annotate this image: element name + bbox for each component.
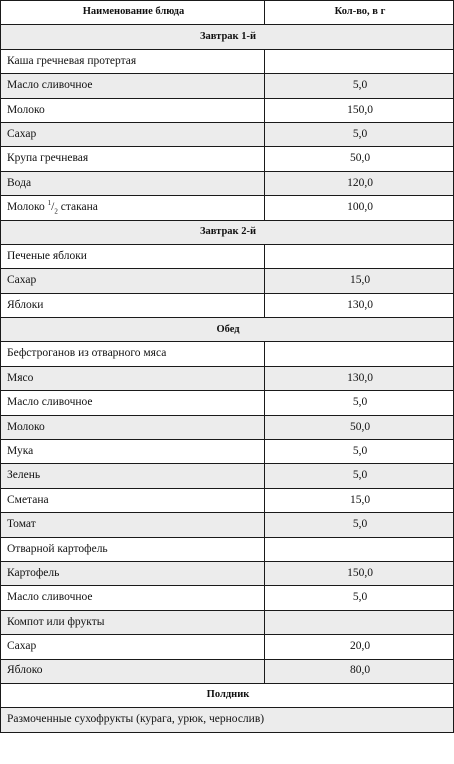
quantity-cell: 50,0 bbox=[265, 415, 454, 439]
ingredient-row bbox=[1, 391, 454, 415]
ingredient-row bbox=[1, 147, 454, 171]
section-title: Завтрак 2-й bbox=[1, 220, 454, 244]
dish-name: Яблоко bbox=[1, 659, 265, 683]
dish-name: Яблоки bbox=[1, 293, 265, 317]
section-title: Завтрак 1-й bbox=[1, 25, 454, 49]
dish-row bbox=[1, 659, 454, 683]
quantity-cell: 50,0 bbox=[265, 147, 454, 171]
ingredient-row bbox=[1, 513, 454, 537]
dish-name: Размоченные сухофрукты (курага, урюк, чернослив) bbox=[1, 708, 454, 732]
ingredient-name-prefix: Молоко bbox=[7, 201, 48, 214]
ingredient-name: Мука bbox=[1, 440, 265, 464]
ingredient-name: Молоко bbox=[1, 98, 265, 122]
fraction-slash: / bbox=[51, 201, 55, 214]
ingredient-name: Крупа гречневая bbox=[1, 147, 265, 171]
quantity-cell: 100,0 bbox=[265, 196, 454, 220]
ingredient-row bbox=[1, 415, 454, 439]
quantity-cell: 80,0 bbox=[265, 659, 454, 683]
ingredient-row bbox=[1, 98, 454, 122]
quantity-cell: 5,0 bbox=[265, 513, 454, 537]
dish-row bbox=[1, 342, 454, 366]
dish-name: Отварной картофель bbox=[1, 537, 265, 561]
section-row bbox=[1, 25, 454, 49]
quantity-cell: 150,0 bbox=[265, 561, 454, 585]
quantity-cell: 5,0 bbox=[265, 586, 454, 610]
ingredient-name: Мясо bbox=[1, 366, 265, 390]
dish-name: Бефстроганов из отварного мяса bbox=[1, 342, 265, 366]
ingredient-name: Зелень bbox=[1, 464, 265, 488]
quantity-cell: 15,0 bbox=[265, 269, 454, 293]
section-title: Полдник bbox=[1, 683, 454, 707]
dish-name: Компот или фрукты bbox=[1, 610, 265, 634]
ingredient-row bbox=[1, 196, 454, 220]
ingredient-name: Молоко bbox=[1, 415, 265, 439]
ingredient-row bbox=[1, 440, 454, 464]
menu-table-body bbox=[1, 25, 454, 732]
section-row bbox=[1, 683, 454, 707]
dish-row bbox=[1, 537, 454, 561]
ingredient-row bbox=[1, 74, 454, 98]
ingredient-name: Томат bbox=[1, 513, 265, 537]
fraction-numerator: 1 bbox=[47, 199, 52, 208]
section-row bbox=[1, 220, 454, 244]
dish-name: Печеные яблоки bbox=[1, 244, 265, 268]
dish-row bbox=[1, 293, 454, 317]
quantity-cell bbox=[265, 49, 454, 73]
ingredient-name: Сахар bbox=[1, 122, 265, 146]
quantity-cell: 130,0 bbox=[265, 293, 454, 317]
ingredient-name: Масло сливочное bbox=[1, 586, 265, 610]
ingredient-name bbox=[1, 196, 265, 220]
quantity-cell bbox=[265, 537, 454, 561]
quantity-cell: 5,0 bbox=[265, 122, 454, 146]
quantity-cell: 150,0 bbox=[265, 98, 454, 122]
section-title: Обед bbox=[1, 318, 454, 342]
quantity-cell: 130,0 bbox=[265, 366, 454, 390]
dish-row bbox=[1, 49, 454, 73]
table-header-row bbox=[1, 1, 454, 25]
dish-row bbox=[1, 635, 454, 659]
quantity-cell: 5,0 bbox=[265, 74, 454, 98]
quantity-cell: 20,0 bbox=[265, 635, 454, 659]
ingredient-name: Вода bbox=[1, 171, 265, 195]
ingredient-row bbox=[1, 561, 454, 585]
dish-name: Каша гречневая протертая bbox=[1, 49, 265, 73]
ingredient-name: Картофель bbox=[1, 561, 265, 585]
ingredient-name: Масло сливочное bbox=[1, 74, 265, 98]
dish-name: Сахар bbox=[1, 269, 265, 293]
quantity-cell bbox=[265, 342, 454, 366]
ingredient-row bbox=[1, 171, 454, 195]
table-row bbox=[1, 708, 454, 732]
ingredient-row bbox=[1, 122, 454, 146]
quantity-cell bbox=[265, 244, 454, 268]
ingredient-name: Сметана bbox=[1, 488, 265, 512]
ingredient-name-suffix: стакана bbox=[57, 201, 98, 214]
fraction-denominator: 2 bbox=[54, 207, 58, 216]
dish-row bbox=[1, 269, 454, 293]
quantity-cell: 120,0 bbox=[265, 171, 454, 195]
dish-row bbox=[1, 244, 454, 268]
header-quantity: Кол-во, в г bbox=[265, 1, 454, 25]
ingredient-row bbox=[1, 464, 454, 488]
dish-row bbox=[1, 610, 454, 634]
quantity-cell: 5,0 bbox=[265, 464, 454, 488]
header-dish-name: Наименование блюда bbox=[1, 1, 265, 25]
quantity-cell bbox=[265, 610, 454, 634]
quantity-cell: 5,0 bbox=[265, 391, 454, 415]
ingredient-row bbox=[1, 366, 454, 390]
ingredient-name: Масло сливочное bbox=[1, 391, 265, 415]
quantity-cell: 15,0 bbox=[265, 488, 454, 512]
ingredient-row bbox=[1, 488, 454, 512]
dish-name: Сахар bbox=[1, 635, 265, 659]
ingredient-row bbox=[1, 586, 454, 610]
section-row bbox=[1, 318, 454, 342]
quantity-cell: 5,0 bbox=[265, 440, 454, 464]
